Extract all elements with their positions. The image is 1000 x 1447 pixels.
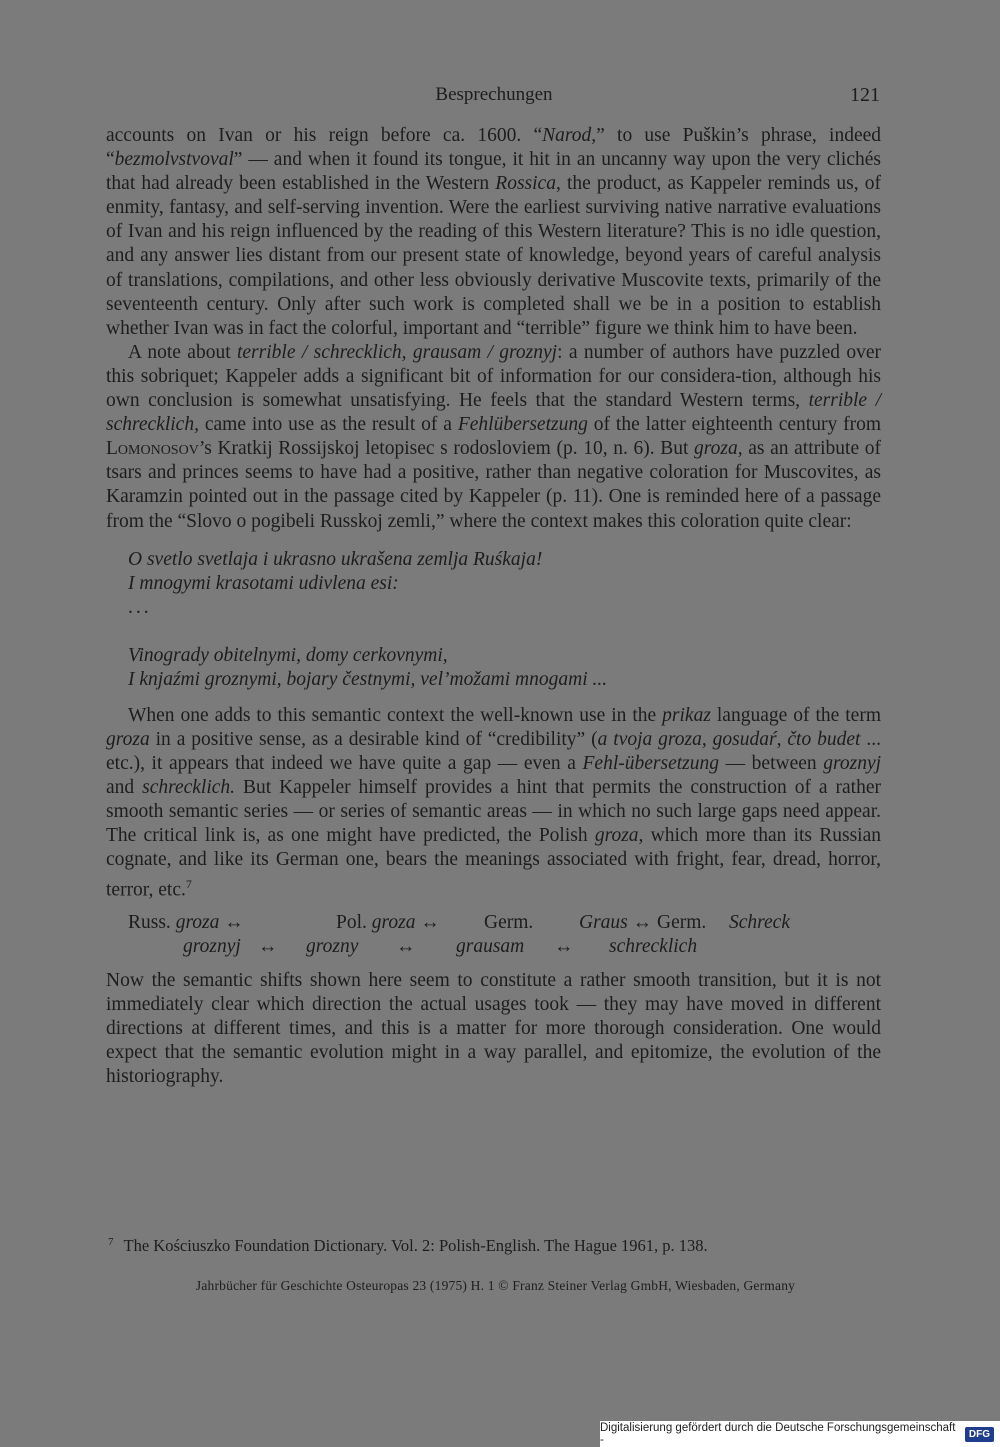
italic-term: groza	[371, 911, 416, 933]
italic-term: bezmolvstvoval	[114, 149, 234, 171]
dfg-funding-text: Digitalisierung gefördert durch die Deutsche Forschungsgemeinschaft -	[600, 1422, 956, 1446]
text-run: which more than its Russian cognate, and like its German one, bears the meanings associated with fright, fear, dread, horror, terror, etc.	[106, 825, 881, 901]
italic-term: groza	[175, 911, 220, 933]
text-run: ” to use Puškin’s phrase, indeed “	[106, 125, 881, 171]
double-arrow-icon: ↔	[396, 935, 416, 957]
text-run: language of the term	[710, 704, 881, 726]
italic-term: Schreck	[729, 911, 790, 933]
text-run: A note about	[128, 341, 237, 363]
double-arrow-icon: ↔	[420, 911, 440, 933]
page-number: 121	[850, 84, 880, 106]
italic-term: Narod,	[542, 125, 597, 146]
double-arrow-icon: ↔	[224, 911, 244, 933]
text-run: in a positive sense, as a desirable kind of “credibility” (	[149, 728, 598, 750]
semantic-series-row-1	[128, 911, 881, 935]
verse-gap	[128, 620, 881, 644]
running-head	[108, 84, 880, 110]
running-head-title: Besprechungen	[435, 84, 553, 105]
language-label: Germ.	[657, 911, 707, 933]
text-run: as an attribute of tsars and princes seems to have had a positive, rather than negative coloration for Muscovites, as Karamzin pointed out in the passage cited by Kappeler (p. 11). One is reminded here of a passage from the “Slovo o pogibeli Russkoj zemli,” where the context makes this coloration quite clear:	[106, 438, 881, 532]
text-run: came into use as the result of a	[198, 414, 458, 436]
italic-term: terrible / schrecklich, grausam / groznyj	[236, 341, 558, 363]
series-cell	[579, 911, 729, 935]
text-run: — between	[719, 752, 824, 774]
italic-term: groznyj	[183, 935, 241, 957]
double-arrow-icon: ↔	[554, 935, 574, 957]
text-run: ... etc.), it appears that indeed we have quite a gap — even a	[106, 728, 881, 774]
verse-line: Vinogrady obitelnymi, domy cerkovnymi,	[128, 644, 448, 666]
text-run: of the latter eighteenth century from	[587, 414, 881, 436]
language-label: Russ.	[128, 911, 171, 933]
language-label: Germ.	[484, 911, 534, 933]
italic-term: prikaz	[662, 704, 711, 726]
paragraph-1	[106, 124, 881, 341]
verse-quotation	[128, 548, 881, 692]
italic-term: Fehl-übersetzung	[582, 752, 719, 774]
text-run: When one adds to this semantic context the well-known use in the	[128, 704, 663, 726]
dfg-logo-icon: DFG	[965, 1427, 994, 1442]
journal-imprint: Jahrbücher für Geschichte Osteuropas 23 (1975) H. 1 © Franz Steiner Verlag GmbH, Wiesbaden, Germany	[195, 1278, 796, 1293]
dfg-funding-banner	[600, 1421, 1000, 1447]
verse-line: I mnogymi krasotami udivlena esi:	[128, 572, 399, 594]
series-cell	[729, 911, 790, 935]
text-run: But Kappeler himself provides a hint that permits the construction of a rather smooth semantic series — or series of semantic areas — in which no such large gaps need appear. The critical link is, as one might have predicted, the Polish	[106, 776, 881, 847]
double-arrow-icon: ↔	[258, 935, 278, 957]
footnote-reference: 7	[185, 877, 192, 892]
italic-term: a tvoja groza, gosudaŕ, čto budet	[597, 728, 861, 750]
italic-term: groza,	[594, 825, 644, 847]
italic-term: groza	[106, 728, 150, 750]
italic-term: grausam	[456, 935, 525, 957]
verse-ellipsis: ...	[128, 596, 152, 618]
italic-term: grozny	[306, 935, 359, 957]
series-cell	[336, 911, 484, 935]
text-run: accounts on Ivan or his reign before ca. 1600. “	[106, 125, 543, 146]
italic-term: terrible / schrecklich,	[106, 390, 881, 436]
double-arrow-icon: ↔	[632, 911, 653, 933]
semantic-series-row-2	[183, 935, 881, 959]
italic-term: groznyj	[823, 752, 882, 774]
paragraph-2	[106, 341, 881, 534]
italic-term: groza,	[694, 438, 743, 460]
footnote-number: 7	[108, 1236, 114, 1248]
paragraph-4: Now the semantic shifts shown here seem to constitute a rather smooth transition, but it is not immediately clear which direction the actual usages took — they may have moved in different directions at different times, and this is a matter for more thorough consideration. One would expect that the semantic evolution might in a way parallel, and epitomize, the evolution of the historiography.	[106, 969, 881, 1088]
verse-line: I knjaźmi groznymi, bojary čestnymi, vel’možami mnogami ...	[128, 668, 608, 690]
text-run: and	[106, 776, 143, 798]
semantic-series	[128, 911, 881, 959]
series-cell	[484, 911, 579, 935]
body-text	[106, 124, 881, 1089]
small-caps-name: Lomonosov	[106, 438, 199, 460]
verse-line: O svetlo svetlaja i ukrasno ukrašena zemlja Ruśkaja!	[128, 548, 543, 570]
language-label: Pol.	[336, 911, 367, 933]
text-run: , the product, as Kappeler reminds us, of enmity, fantasy, and self-serving invention. Were the earliest surviving native narrative evaluations of Ivan and his reign influenced by the reading of this Western literature? This is no idle question, and any answer lies distant from our present state of knowledge, beyond years of careful analysis of translations, compilations, and other less obviously derivative Muscovite texts, primarily of the seventeenth century. Only after such work is completed shall we be in a position to establish whether Ivan was in fact the colorful, important and “terrible” figure we think him to have been.	[106, 173, 881, 339]
footnote	[108, 1236, 883, 1256]
text-run: ’s Kratkij Rossijskoj letopisec s rodosloviem (p. 10, n. 6). But	[198, 438, 695, 460]
italic-term: Graus	[579, 911, 628, 933]
footnote-text: The Kościuszko Foundation Dictionary. Vol. 2: Polish-English. The Hague 1961, p. 138.	[123, 1236, 708, 1255]
series-cell	[128, 911, 336, 935]
paragraph-3	[106, 704, 881, 903]
italic-term: Rossica	[495, 173, 556, 195]
text-run: ” — and when it found its tongue, it hit in an uncanny way upon the very clichés that had already been established in the Western	[106, 149, 881, 195]
italic-term: schrecklich.	[142, 776, 236, 798]
italic-term: Fehlübersetzung	[457, 414, 588, 436]
text-run: : a number of authors have puzzled over this sobriquet; Kappeler adds a significant bit of information for our considera-tion, although his own conclusion is somewhat unsatisfying. He feels that the standard Western terms,	[106, 341, 881, 412]
italic-term: schrecklich	[609, 935, 698, 957]
